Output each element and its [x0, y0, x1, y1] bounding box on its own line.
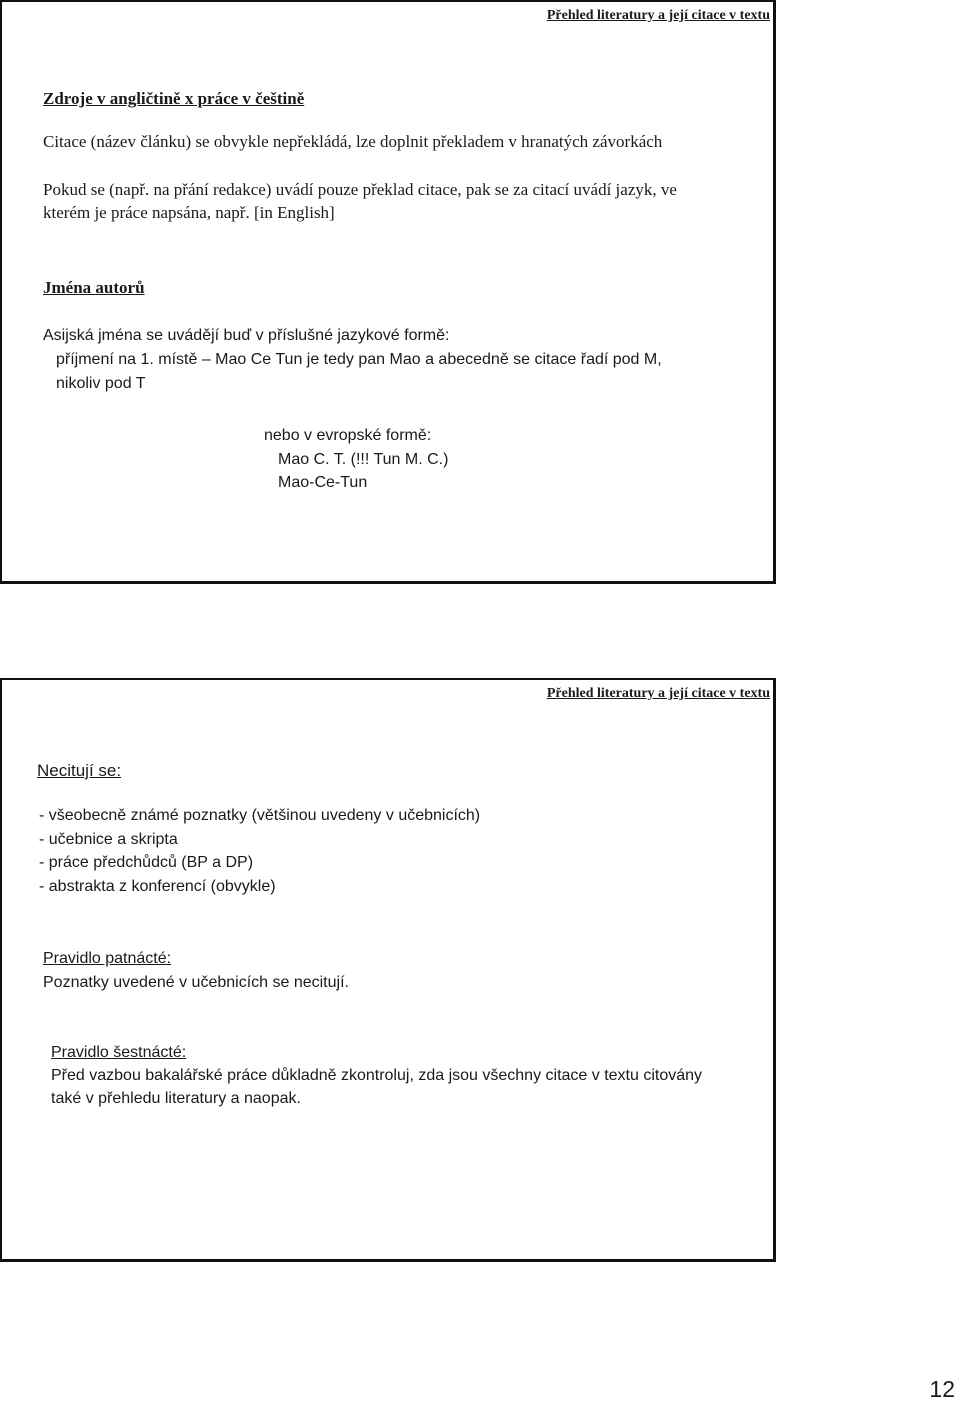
page-number: 12: [929, 1376, 955, 1402]
list-item: - učebnice a skripta: [39, 831, 178, 848]
slide-1: [0, 0, 776, 584]
paragraph-language-line1: Pokud se (např. na přání redakce) uvádí pouze překlad citace, pak se za citací uvádí jazyk, ve: [43, 180, 677, 199]
rule16-line1: Před vazbou bakalářské práce důkladně zkontroluj, zda jsou všechny citace v textu citovány: [51, 1067, 703, 1084]
slide-2: [0, 678, 776, 1262]
paragraph-language-line2: kterém je práce napsána, např. [in English]: [43, 203, 335, 222]
rule16-title: Pravidlo šestnácté:: [51, 1044, 187, 1061]
paragraph-translation: Citace (název článku) se obvykle nepřekládá, lze doplnit překladem v hranatých závorkách: [43, 132, 663, 151]
rule15-text: Poznatky uvedené v učebnicích se necitují.: [43, 974, 349, 991]
heading-not-cited: Necitují se:: [37, 761, 122, 780]
authors-line3: nikoliv pod T: [56, 375, 146, 392]
rule16-line2: také v přehledu literatury a naopak.: [51, 1090, 301, 1107]
list-item: - práce předchůdců (BP a DP): [39, 854, 254, 871]
list-item: - abstrakta z konferencí (obvykle): [39, 878, 276, 895]
european-form-example2: Mao-Ce-Tun: [278, 474, 368, 491]
european-form-intro: nebo v evropské formě:: [264, 427, 432, 444]
list-item: - všeobecně známé poznatky (většinou uvedeny v učebnicích): [39, 807, 481, 824]
slide-header: Přehled literatury a její citace v textu: [546, 8, 770, 23]
authors-line2: příjmení na 1. místě – Mao Ce Tun je tedy pan Mao a abecedně se citace řadí pod M,: [56, 351, 662, 368]
rule15-title: Pravidlo patnácté:: [43, 950, 172, 967]
slide-header: Přehled literatury a její citace v textu: [546, 686, 770, 701]
section-heading-authors: Jména autorů: [43, 278, 145, 297]
section-heading-sources: Zdroje v angličtině x práce v češtině: [43, 89, 305, 108]
european-form-example1: Mao C. T. (!!! Tun M. C.): [278, 451, 449, 468]
authors-line1: Asijská jména se uvádějí buď v příslušné jazykové formě:: [43, 327, 450, 344]
